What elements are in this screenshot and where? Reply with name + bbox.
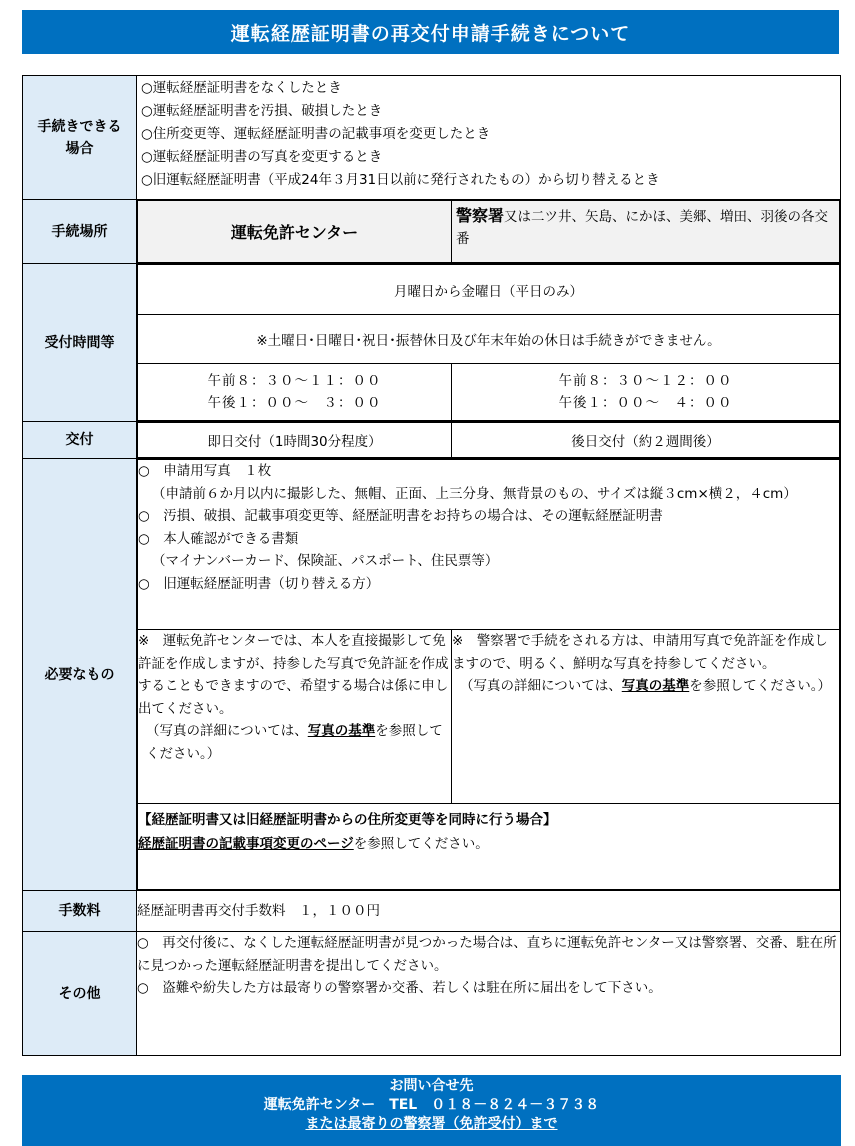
address-change-link[interactable]: 経歴証明書の記載事項変更のページ <box>138 836 354 852</box>
list-item: ○運転経歴証明書の写真を変更するとき <box>141 149 383 165</box>
other-list <box>137 932 841 1056</box>
list-item-detail: （申請前６か月以内に撮影した、無帽、正面、上三分身、無背景のもの、サイズは縦３cm×横２，４cm） <box>152 485 797 502</box>
required-note-police: ※ 警察署で手続をされる方は、申請用写真で免許証を作成しますので、明るく、鮮明な写真を持参してください。 （写真の詳細については、写真の基準を参照してください。） <box>452 630 840 804</box>
list-item-detail: （マイナンバーカード、保険証、パスポート、住民票等） <box>152 553 499 569</box>
list-item: ○旧運転経歴証明書（平成24年３月31日以前に発行されたもの）から切り替えるとき <box>141 172 660 188</box>
page-title: 運転経歴証明書の再交付申請手続きについて <box>22 10 839 54</box>
hours-note: ※土曜日･日曜日･祝日･振替休日及び年末年始の休日は手続きができません。 <box>138 315 840 364</box>
hours-center: 午前８：３０～１１：００ 午後１：００～ ３：００ <box>138 364 452 421</box>
list-item: ○運転経歴証明書を汚損、破損したとき <box>141 103 383 119</box>
address-heading: 【経歴証明書又は旧経歴証明書からの住所変更等を同時に行う場合】 <box>138 812 557 828</box>
contact-phone: 運転免許センター TEL ０１８－８２４－３７３８ <box>263 1097 600 1113</box>
required-address-note: 【経歴証明書又は旧経歴証明書からの住所変更等を同時に行う場合】 経歴証明書の記載事項変更のページを参照してください。 <box>138 804 840 890</box>
place-police: 警察署又は二ツ井、矢島、にかほ、美郷、増田、羽後の各交番 <box>452 201 840 263</box>
row-other <box>23 932 841 1056</box>
issue-center: 即日交付（1時間30分程度） <box>138 423 452 458</box>
contact-police-link[interactable]: または最寄りの警察署（免許受付）まで <box>305 1116 558 1132</box>
photo-standard-link[interactable]: 写真の基準 <box>621 678 690 694</box>
list-item: ○ 申請用写真 １枚 <box>138 463 272 479</box>
row-fee <box>23 891 841 932</box>
contact-footer <box>22 1075 841 1146</box>
place-center: 運転免許センター <box>138 201 452 263</box>
row-place <box>23 200 841 264</box>
row-cases <box>23 76 841 200</box>
photo-standard-link[interactable]: 写真の基準 <box>307 723 376 739</box>
label-place: 手続場所 <box>23 200 137 264</box>
list-item: ○住所変更等、運転経歴証明書の記載事項を変更したとき <box>141 126 491 142</box>
row-issue <box>23 422 841 459</box>
label-cases: 手続きできる 場合 <box>23 76 137 200</box>
label-hours: 受付時間等 <box>23 264 137 422</box>
list-item: ○ 盗難や紛失した方は最寄りの警察署か交番、若しくは駐在所に届出をして下さい。 <box>137 980 662 996</box>
row-hours <box>23 264 841 422</box>
required-note-center: ※ 運転免許センターでは、本人を直接撮影して免許証を作成しますが、持参した写真で免許証を作成することもできますので、希望する場合は係に申し出てください。 （写真の詳細については、写真の基準を参照してください。） <box>138 630 452 804</box>
procedure-table <box>22 75 841 1056</box>
cases-list <box>137 76 840 194</box>
contact-heading: お問い合せ先 <box>389 1078 474 1094</box>
label-other: その他 <box>23 932 137 1056</box>
list-item: ○ 再交付後に、なくした運転経歴証明書が見つかった場合は、直ちに運転免許センター又は警察署、交番、駐在所に見つかった運転経歴証明書を提出してください。 <box>137 935 837 974</box>
fee-value: 経歴証明書再交付手数料 １，１００円 <box>137 891 841 932</box>
list-item: ○ 旧運転経歴証明書（切り替える方） <box>138 575 380 592</box>
issue-police: 後日交付（約２週間後） <box>452 423 840 458</box>
list-item: ○ 本人確認ができる書類 <box>138 530 299 547</box>
hours-days: 月曜日から金曜日（平日のみ） <box>138 265 840 315</box>
label-fee: 手数料 <box>23 891 137 932</box>
list-item: ○ 汚損、破損、記載事項変更等、経歴証明書をお持ちの場合は、その運転経歴証明書 <box>138 508 663 524</box>
label-required: 必要なもの <box>23 459 137 891</box>
list-item: ○運転経歴証明書をなくしたとき <box>141 80 342 96</box>
row-required <box>23 459 841 891</box>
label-issue: 交付 <box>23 422 137 459</box>
required-list <box>138 460 840 630</box>
hours-police: 午前８：３０～１２：００ 午後１：００～ ４：００ <box>452 364 840 421</box>
